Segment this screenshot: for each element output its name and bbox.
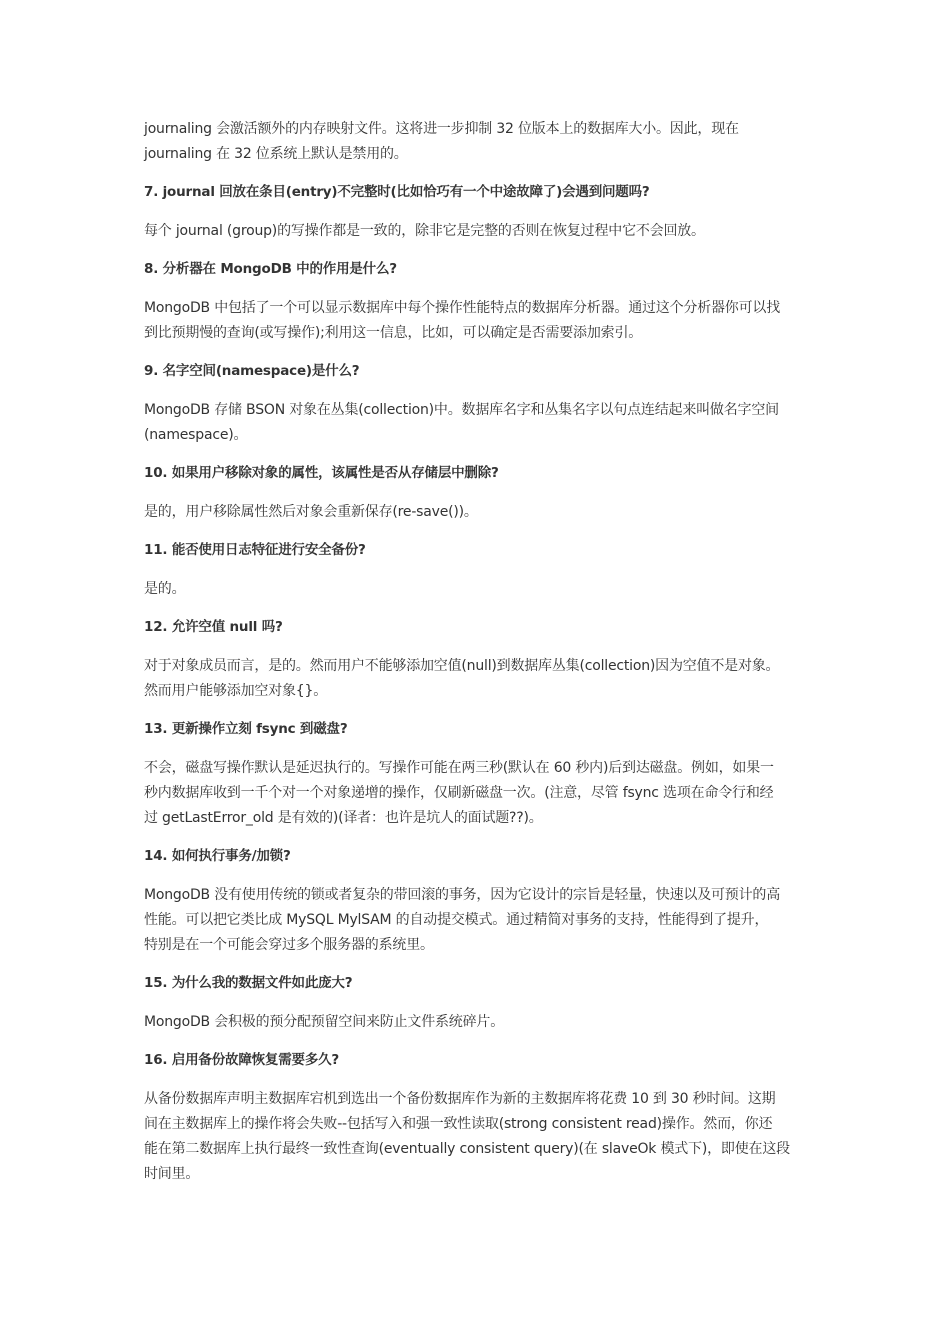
- question-11: 11. 能否使用日志特征进行安全备份?: [144, 542, 366, 558]
- answer-line: 秒内数据库收到一千个对一个对象递增的操作，仅刷新磁盘一次。(注意，尽管 fsync 选项在命令行和经: [144, 785, 774, 801]
- answer-8: [144, 296, 810, 346]
- document-page: [144, 117, 810, 1187]
- question-14: 14. 如何执行事务/加锁?: [144, 848, 291, 864]
- question-10: 10. 如果用户移除对象的属性，该属性是否从存储层中删除?: [144, 465, 499, 481]
- answer-line: 对于对象成员而言，是的。然而用户不能够添加空值(null)到数据库丛集(collection)因为空值不是对象。: [144, 658, 780, 674]
- answer-line: MongoDB 会积极的预分配预留空间来防止文件系统碎片。: [144, 1014, 505, 1030]
- intro-line-2: journaling 在 32 位系统上默认是禁用的。: [144, 146, 408, 162]
- question-15: 15. 为什么我的数据文件如此庞大?: [144, 975, 353, 991]
- answer-line: MongoDB 没有使用传统的锁或者复杂的带回滚的事务，因为它设计的宗旨是轻量，快速以及可预计的高: [144, 887, 781, 903]
- intro-line-1: journaling 会激活额外的内存映射文件。这将进一步抑制 32 位版本上的数据库大小。因此，现在: [144, 121, 739, 137]
- answer-15: [144, 1010, 810, 1035]
- answer-12: [144, 654, 810, 704]
- answer-11: [144, 577, 810, 602]
- question-9: 9. 名字空间(namespace)是什么?: [144, 363, 360, 379]
- intro-paragraph: [144, 117, 810, 167]
- answer-line: 不会，磁盘写操作默认是延迟执行的。写操作可能在两三秒(默认在 60 秒内)后到达磁盘。例如，如果一: [144, 760, 774, 776]
- question-16: 16. 启用备份故障恢复需要多久?: [144, 1052, 340, 1068]
- answer-line: (namespace)。: [144, 427, 248, 443]
- answer-7: [144, 219, 810, 244]
- answer-10: [144, 500, 810, 525]
- answer-line: 特别是在一个可能会穿过多个服务器的系统里。: [144, 937, 434, 953]
- answer-line: MongoDB 存储 BSON 对象在丛集(collection)中。数据库名字和丛集名字以句点连结起来叫做名字空间: [144, 402, 779, 418]
- answer-line: MongoDB 中包括了一个可以显示数据库中每个操作性能特点的数据库分析器。通过这个分析器你可以找: [144, 300, 781, 316]
- answer-16: [144, 1087, 810, 1187]
- answer-line: 性能。可以把它类比成 MySQL MylSAM 的自动提交模式。通过精简对事务的支持，性能得到了提升，: [144, 912, 769, 928]
- question-7: 7. journal 回放在条目(entry)不完整时(比如恰巧有一个中途故障了)会遇到问题吗?: [144, 184, 650, 200]
- answer-line: 然而用户能够添加空对象{}。: [144, 683, 328, 699]
- answer-line: 每个 journal (group)的写操作都是一致的，除非它是完整的否则在恢复过程中它不会回放。: [144, 223, 705, 239]
- answer-line: 能在第二数据库上执行最终一致性查询(eventually consistent query)(在 slaveOk 模式下)，即使在这段: [144, 1141, 790, 1157]
- question-12: 12. 允许空值 null 吗?: [144, 619, 283, 635]
- answer-line: 时间里。: [144, 1166, 200, 1182]
- answer-9: [144, 398, 810, 448]
- answer-line: 到比预期慢的查询(或写操作);利用这一信息，比如，可以确定是否需要添加索引。: [144, 325, 643, 341]
- answer-line: 间在主数据库上的操作将会失败--包括写入和强一致性读取(strong consistent read)操作。然而，你还: [144, 1116, 773, 1132]
- answer-line: 过 getLastError_old 是有效的)(译者：也许是坑人的面试题??)。: [144, 810, 543, 826]
- answer-line: 从备份数据库声明主数据库宕机到选出一个备份数据库作为新的主数据库将花费 10 到 30 秒时间。这期: [144, 1091, 776, 1107]
- answer-13: [144, 756, 810, 831]
- question-13: 13. 更新操作立刻 fsync 到磁盘?: [144, 721, 348, 737]
- answer-line: 是的，用户移除属性然后对象会重新保存(re-save())。: [144, 504, 478, 520]
- answer-14: [144, 883, 810, 958]
- answer-line: 是的。: [144, 581, 186, 597]
- question-8: 8. 分析器在 MongoDB 中的作用是什么?: [144, 261, 397, 277]
